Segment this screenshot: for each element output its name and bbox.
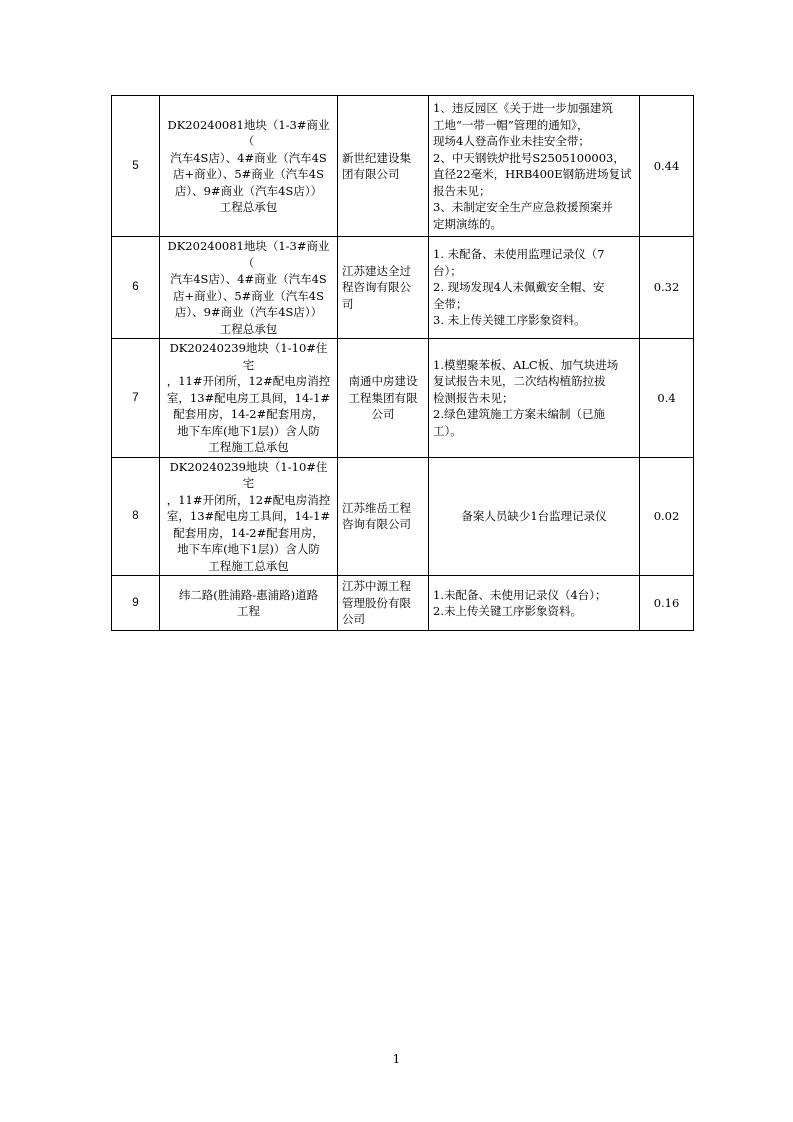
project-name: DK20240081地块（1-3#商业（ 汽车4S店）、4#商业（汽车4S 店+商业）、5#商业（汽车4S 店）、9#商业（汽车4S店）） 工程总承包 xyxy=(160,237,338,339)
row-number: 9 xyxy=(112,576,160,631)
row-number: 8 xyxy=(112,457,160,576)
issue-list: 1. 未配备、未使用监理记录仪（7 台）； 2. 现场发现4人未佩戴安全帽、安 全带； 3. 未上传关键工序影象资料。 xyxy=(429,237,640,339)
table-row xyxy=(112,457,694,576)
table-row xyxy=(112,237,694,339)
issue-list: 1.模塑聚苯板、ALC板、加气块进场 复试报告未见，二次结构植筋拉拔 检测报告未见； 2.绿色建筑施工方案未编制（已施 工）。 xyxy=(429,339,640,458)
issue-list: 1.未配备、未使用记录仪（4台）； 2.未上传关键工序影象资料。 xyxy=(429,576,640,631)
project-name: 纬二路(胜浦路-惠浦路)道路 工程 xyxy=(160,576,338,631)
responsible-unit: 南通中房建设 工程集团有限 公司 xyxy=(338,339,429,458)
project-name: DK20240239地块（1-10#住宅 ，11#开闭所，12#配电房消控 室，13#配电房工具间，14-1# 配套用房，14-2#配套用房， 地下车库(地下1层)）含人防 工程施工总承包 xyxy=(160,457,338,576)
deduction-score: 0.02 xyxy=(640,457,694,576)
issue-list: 1、违反园区《关于进一步加强建筑 工地“一带一帽”管理的通知》， 现场4人登高作业未挂安全带； 2、中天钢铁炉批号S2505100003， 直径22毫米，HRB400E钢筋进场复试 报告未见； 3、未制定安全生产应急救援预案并 定期演练的。 xyxy=(429,96,640,237)
deduction-score: 0.44 xyxy=(640,96,694,237)
table-row xyxy=(112,576,694,631)
issue-list: 备案人员缺少1台监理记录仪 xyxy=(429,457,640,576)
row-number: 7 xyxy=(112,339,160,458)
deduction-score: 0.16 xyxy=(640,576,694,631)
responsible-unit: 新世纪建设集 团有限公司 xyxy=(338,96,429,237)
project-name: DK20240081地块（1-3#商业（ 汽车4S店）、4#商业（汽车4S 店+商业）、5#商业（汽车4S 店）、9#商业（汽车4S店）） 工程总承包 xyxy=(160,96,338,237)
responsible-unit: 江苏维岳工程 咨询有限公司 xyxy=(338,457,429,576)
inspection-table xyxy=(111,95,694,631)
deduction-score: 0.4 xyxy=(640,339,694,458)
table-row xyxy=(112,339,694,458)
responsible-unit: 江苏建达全过 程咨询有限公 司 xyxy=(338,237,429,339)
project-name: DK20240239地块（1-10#住宅 ，11#开闭所，12#配电房消控 室，13#配电房工具间，14-1# 配套用房，14-2#配套用房， 地下车库(地下1层)）含人防 工程施工总承包 xyxy=(160,339,338,458)
row-number: 5 xyxy=(112,96,160,237)
table-row xyxy=(112,96,694,237)
row-number: 6 xyxy=(112,237,160,339)
deduction-score: 0.32 xyxy=(640,237,694,339)
page-number: 1 xyxy=(392,1052,401,1066)
responsible-unit: 江苏中源工程 管理股份有限 公司 xyxy=(338,576,429,631)
